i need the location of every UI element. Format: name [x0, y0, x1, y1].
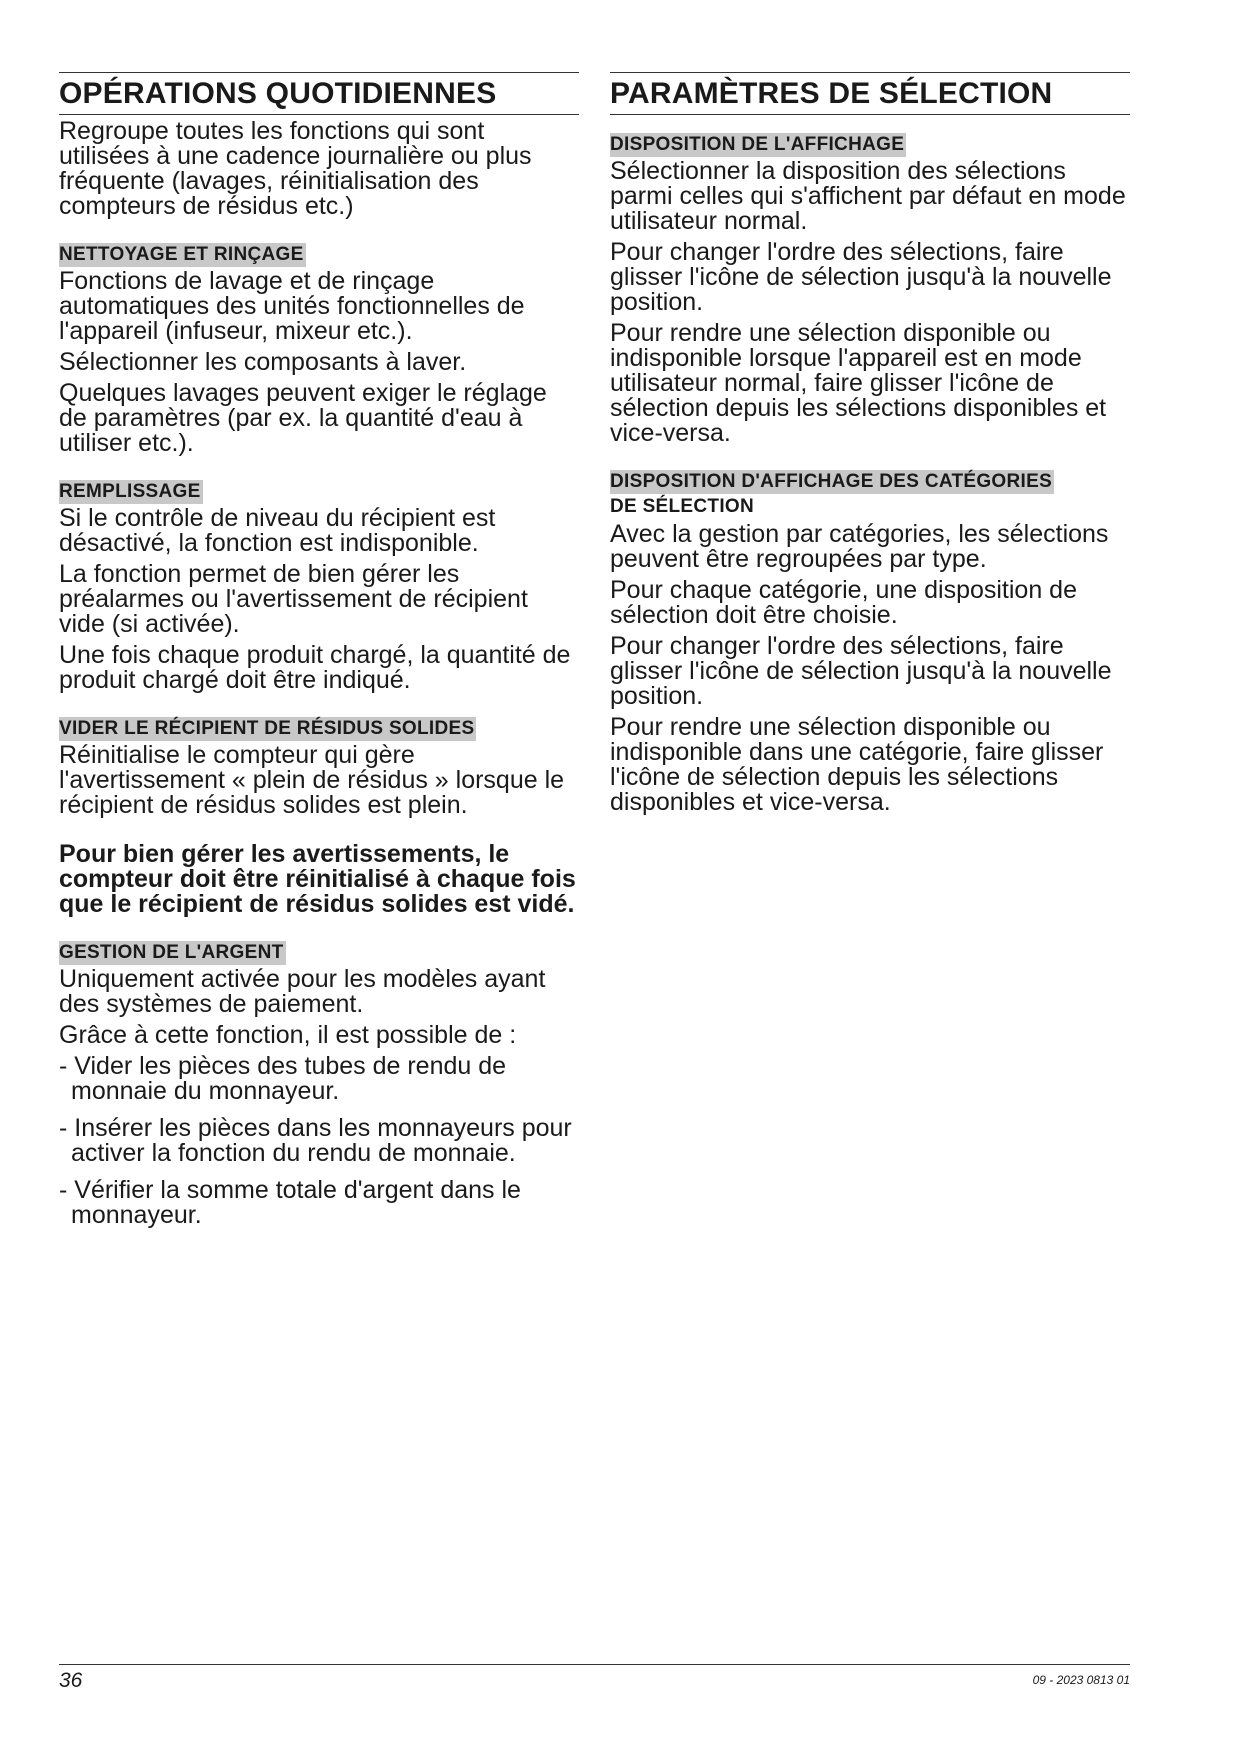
document-code: 09 - 2023 0813 01 — [1032, 1673, 1130, 1687]
category-layout-paragraph: Avec la gestion par catégories, les sélections peuvent être regroupées par type. — [610, 520, 1109, 573]
filling-heading-block — [59, 480, 579, 504]
empty-waste-paragraph: Réinitialise le compteur qui gère l'avertissement « plein de résidus » lorsque le récipient de résidus solides est plein. — [59, 741, 565, 819]
money-management-heading-block — [59, 941, 579, 965]
selection-parameters-title: PARAMÈTRES DE SÉLECTION — [610, 72, 1130, 115]
page-footer — [59, 1664, 1130, 1695]
money-management-paragraph: Grâce à cette fonction, il est possible de : — [59, 1021, 517, 1049]
daily-operations-intro: Regroupe toutes les fonctions qui sont utilisées à une cadence journalière ou plus fréquente (lavages, réinitialisation des compteurs de résidus etc.) — [59, 117, 532, 220]
category-layout-paragraph: Pour rendre une sélection disponible ou indisponible dans une catégorie, faire glisser l'icône de sélection depuis les sélections disponibles et vice-versa. — [610, 713, 1104, 816]
filling-paragraph: La fonction permet de bien gérer les préalarmes ou l'avertissement de récipient vide (si activée). — [59, 560, 528, 638]
right-column — [610, 72, 1130, 821]
empty-waste-heading: VIDER LE RÉCIPIENT DE RÉSIDUS SOLIDES — [59, 718, 475, 739]
cleaning-rinsing-heading-block — [59, 243, 579, 267]
display-layout-heading-block — [610, 133, 1130, 157]
page-number: 36 — [59, 1669, 83, 1692]
display-layout-paragraph: Sélectionner la disposition des sélections parmi celles qui s'affichent par défaut en mode utilisateur normal. — [610, 157, 1126, 235]
filling-heading: REMPLISSAGE — [59, 481, 201, 502]
left-column — [59, 72, 579, 1240]
category-layout-heading-block — [610, 470, 1130, 520]
empty-waste-heading-block — [59, 717, 579, 741]
display-layout-heading: DISPOSITION DE L'AFFICHAGE — [610, 134, 905, 155]
cleaning-rinsing-paragraph: Sélectionner les composants à laver. — [59, 348, 467, 376]
money-management-paragraph: Uniquement activée pour les modèles ayant des systèmes de paiement. — [59, 965, 546, 1018]
list-item: - Vérifier la somme totale d'argent dans le monnayeur. — [59, 1176, 521, 1229]
money-management-list — [59, 1054, 579, 1228]
category-layout-paragraph: Pour chaque catégorie, une disposition de sélection doit être choisie. — [610, 576, 1077, 629]
cleaning-rinsing-paragraph: Quelques lavages peuvent exiger le réglage de paramètres (par ex. la quantité d'eau à utiliser etc.). — [59, 379, 547, 457]
display-layout-paragraph: Pour changer l'ordre des sélections, faire glisser l'icône de sélection jusqu'à la nouvelle position. — [610, 238, 1112, 316]
warning-note: Pour bien gérer les avertissements, le compteur doit être réinitialisé à chaque fois que le récipient de résidus solides est vidé. — [59, 840, 576, 918]
filling-paragraph: Une fois chaque produit chargé, la quantité de produit chargé doit être indiqué. — [59, 641, 571, 694]
list-item: - Vider les pièces des tubes de rendu de monnaie du monnayeur. — [59, 1052, 507, 1105]
category-layout-heading: DISPOSITION D'AFFICHAGE DES CATÉGORIES — [610, 471, 1053, 492]
category-layout-paragraph: Pour changer l'ordre des sélections, faire glisser l'icône de sélection jusqu'à la nouvelle position. — [610, 632, 1112, 710]
category-layout-heading-line2: DE SÉLECTION — [610, 496, 755, 517]
list-item: - Insérer les pièces dans les monnayeurs pour activer la fonction du rendu de monnaie. — [59, 1114, 572, 1167]
money-management-heading: GESTION DE L'ARGENT — [59, 942, 284, 963]
filling-paragraph: Si le contrôle de niveau du récipient est désactivé, la fonction est indisponible. — [59, 504, 496, 557]
daily-operations-title: OPÉRATIONS QUOTIDIENNES — [59, 72, 579, 115]
display-layout-paragraph: Pour rendre une sélection disponible ou indisponible lorsque l'appareil est en mode utilisateur normal, faire glisser l'icône de sélection depuis les sélections disponibles et vice-versa. — [610, 319, 1107, 447]
cleaning-rinsing-paragraph: Fonctions de lavage et de rinçage automatiques des unités fonctionnelles de l'appareil (infuseur, mixeur etc.). — [59, 267, 525, 345]
cleaning-rinsing-heading: NETTOYAGE ET RINÇAGE — [59, 244, 304, 265]
